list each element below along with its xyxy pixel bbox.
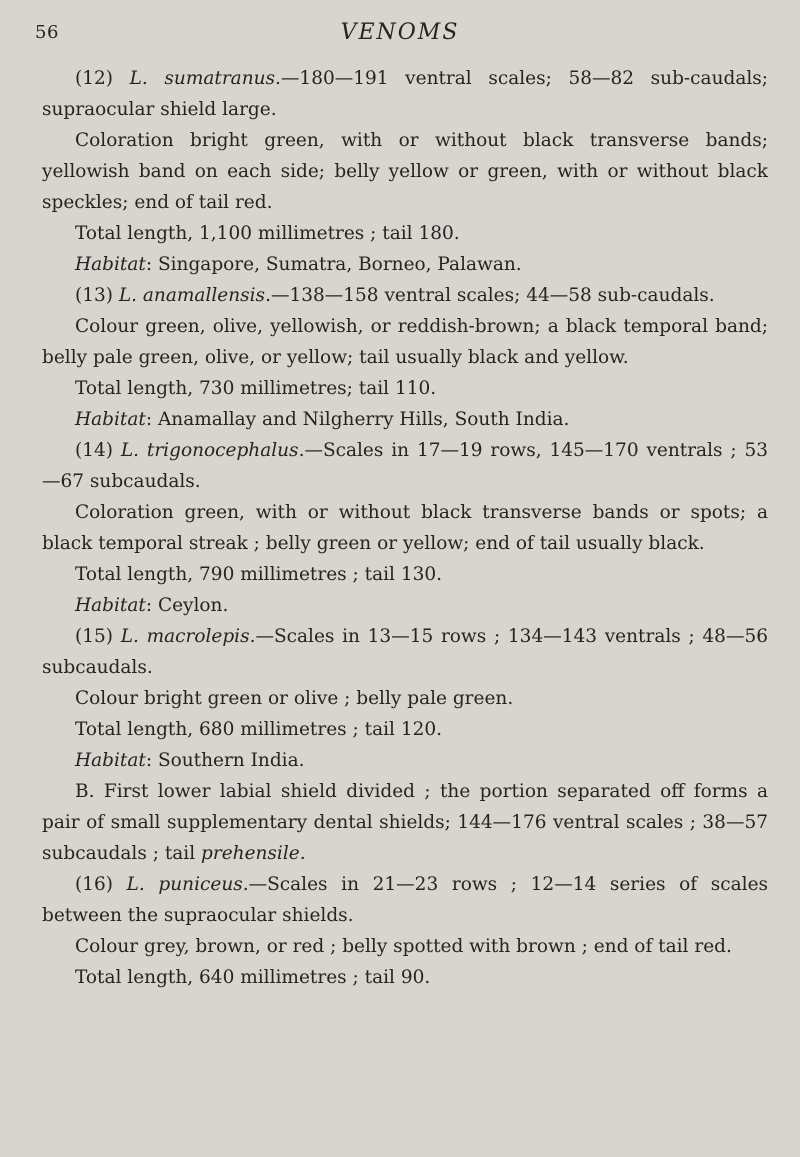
species-name: puniceus	[158, 874, 243, 895]
running-head: VENOMS	[340, 20, 460, 45]
length-paragraph: Total length, 680 millimetres ; tail 120.	[75, 719, 443, 740]
species-entry-16: (16) L. puniceus.—Scales in 21—23 rows ; 12—14 series of scales between the supraocular shields.	[42, 874, 769, 926]
species-entry-12: (12) L. sumatranus.—180—191 ventral scales; 58—82 sub-caudals; supraocular shield large.	[42, 68, 769, 120]
coloration-paragraph: Colour bright green or olive ; belly pale green.	[75, 688, 514, 709]
page-body	[42, 63, 768, 993]
species-entry-15: (15) L. macrolepis.—Scales in 13—15 rows ; 134—143 ventrals ; 48—56 subcaudals.	[42, 626, 768, 678]
coloration-paragraph: Colour green, olive, yellowish, or reddish-brown; a black temporal band; belly pale green, olive, or yellow; tail usually black and yellow.	[42, 316, 768, 368]
length-paragraph: Total length, 730 millimetres; tail 110.	[75, 378, 437, 399]
length-paragraph: Total length, 790 millimetres ; tail 130.	[75, 564, 443, 585]
coloration-paragraph: Colour grey, brown, or red ; belly spotted with brown ; end of tail red.	[75, 936, 732, 957]
species-name: trigonocephalus	[146, 440, 299, 461]
coloration-paragraph: Coloration bright green, with or without black transverse bands; yellowish band on each side; belly yellow or green, with or without black speckles; end of tail red.	[42, 130, 768, 213]
species-name: anamallensis	[142, 285, 266, 306]
coloration-paragraph: Coloration green, with or without black transverse bands or spots; a black temporal streak ; belly green or yellow; end of tail usually black.	[42, 502, 768, 554]
section-b-paragraph: B. First lower labial shield divided ; the portion separated off forms a pair of small supplementary dental shields; 144—176 ventral scales ; 38—57 subcaudals ; tail prehensile.	[42, 781, 768, 864]
species-entry-14: (14) L. trigonocephalus.—Scales in 17—19 rows, 145—170 ventrals ; 53—67 subcaudals.	[42, 440, 769, 492]
length-paragraph: Total length, 1,100 millimetres ; tail 180.	[75, 223, 460, 244]
habitat-paragraph: Habitat: Southern India.	[75, 750, 305, 771]
page-header	[0, 20, 800, 50]
habitat-paragraph: Habitat: Ceylon.	[75, 595, 229, 616]
species-entry-13: (13) L. anamallensis.—138—158 ventral scales; 44—58 sub-caudals.	[75, 285, 715, 306]
page-number: 56	[35, 22, 59, 43]
species-name: macrolepis	[146, 626, 250, 647]
habitat-paragraph: Habitat: Singapore, Sumatra, Borneo, Palawan.	[75, 254, 522, 275]
species-name: sumatranus	[164, 68, 276, 89]
habitat-paragraph: Habitat: Anamallay and Nilgherry Hills, South India.	[75, 409, 570, 430]
length-paragraph: Total length, 640 millimetres ; tail 90.	[75, 967, 431, 988]
